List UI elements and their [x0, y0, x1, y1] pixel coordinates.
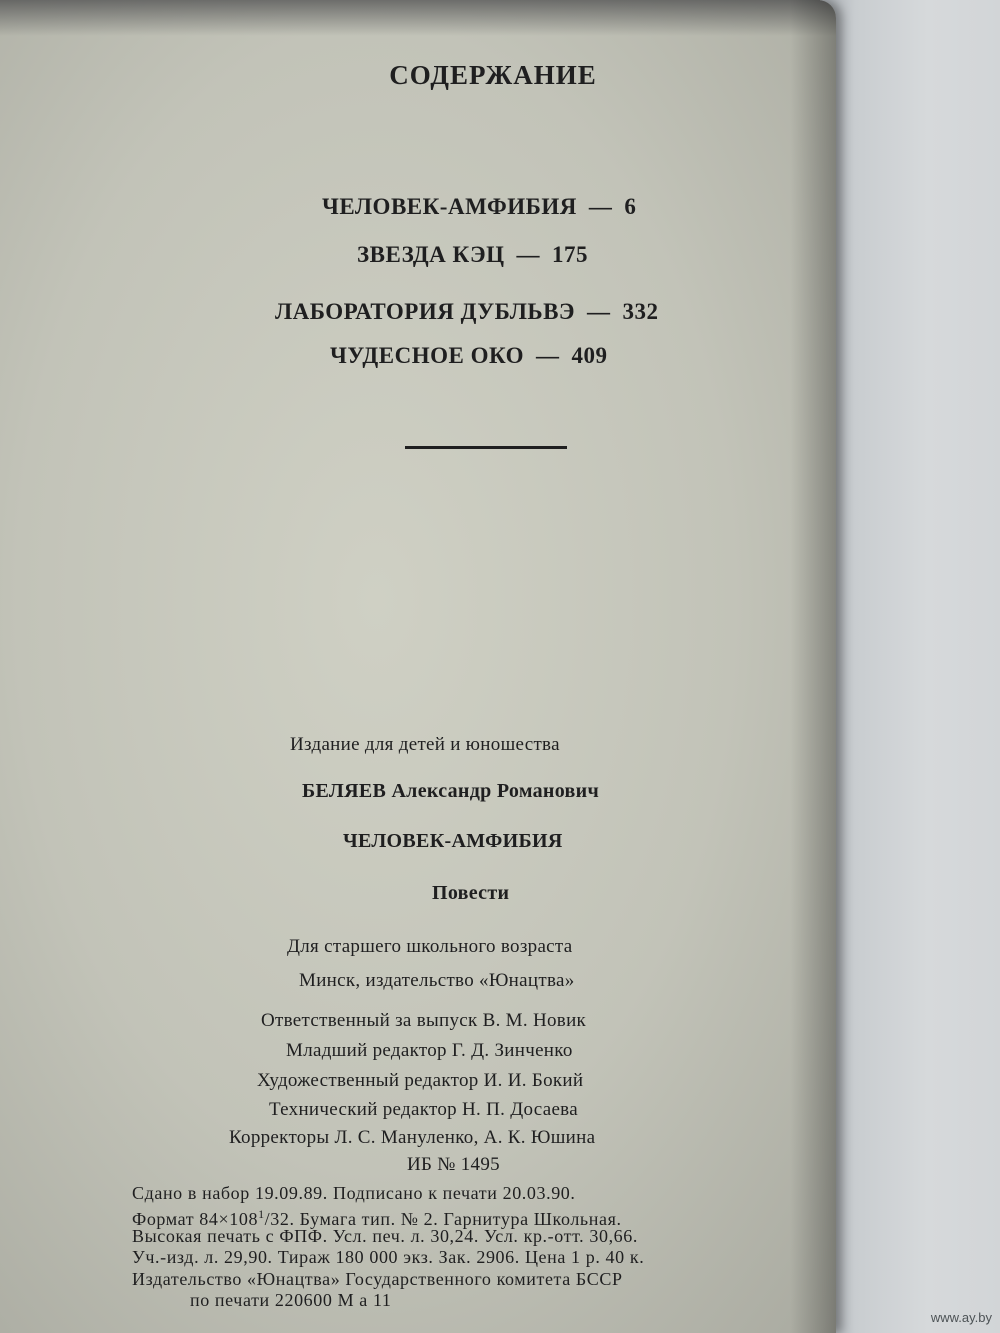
toc-entry: [322, 194, 636, 220]
correctors-line: Корректоры Л. С. Мануленко, А. К. Юшина: [229, 1127, 596, 1148]
imprint-line: Издательство «Юнацтва» Государственного комитета БССР: [132, 1269, 623, 1289]
imprint-format-fraction-den: /32: [264, 1209, 290, 1229]
age-note: Для старшего школьного возраста: [287, 936, 573, 957]
toc-dash: —: [535, 343, 560, 368]
responsible-line: Ответственный за выпуск В. М. Новик: [261, 1010, 587, 1031]
imprint-paper: . Бумага тип. № 2. Гарнитура Школьная.: [289, 1209, 622, 1229]
contents-heading: СОДЕРЖАНИЕ: [389, 60, 597, 90]
imprint-line: по печати 220600 М а 11: [190, 1290, 392, 1310]
background-surface: [820, 0, 1000, 1333]
author-line: [302, 780, 599, 803]
page-edge-shadow: [790, 0, 836, 1333]
ib-number: ИБ № 1495: [407, 1154, 500, 1175]
page-top-shadow: [0, 0, 836, 36]
toc-dash: —: [516, 242, 540, 267]
toc-entry-page: 409: [571, 343, 608, 368]
author-given-names: Александр Романович: [391, 780, 600, 802]
watermark: www.ay.by: [930, 1310, 992, 1325]
divider-rule: [405, 446, 567, 449]
toc-entry-page: 175: [551, 242, 588, 267]
toc-dash: —: [588, 194, 613, 219]
publisher-line: Минск, издательство «Юнацтва»: [299, 970, 575, 991]
art-editor-line: Художественный редактор И. И. Бокий: [257, 1070, 584, 1091]
junior-editor-line: Младший редактор Г. Д. Зинченко: [286, 1040, 573, 1061]
author-surname: БЕЛЯЕВ: [302, 780, 387, 802]
toc-entry: [357, 242, 588, 268]
imprint-line: Сдано в набор 19.09.89. Подписано к печати 20.03.90.: [132, 1183, 576, 1203]
imprint-format-fraction-num: 1: [258, 1207, 265, 1221]
toc-entry-title: ЧУДЕСНОЕ ОКО: [330, 343, 524, 368]
toc-dash: —: [587, 299, 611, 324]
toc-entry-page: 332: [622, 299, 659, 324]
imprint-format: Формат 84×108: [132, 1209, 259, 1229]
toc-entry-title: ЗВЕЗДА КЭЦ: [357, 242, 505, 267]
toc-entry-title: ЛАБОРАТОРИЯ ДУБЛЬВЭ: [275, 299, 576, 324]
imprint-line: Уч.-изд. л. 29,90. Тираж 180 000 экз. Зак. 2906. Цена 1 р. 40 к.: [132, 1247, 645, 1267]
toc-entry: [330, 343, 607, 369]
tech-editor-line: Технический редактор Н. П. Досаева: [269, 1099, 578, 1120]
edition-note: Издание для детей и юношества: [290, 734, 560, 755]
genre-label: Повести: [432, 882, 510, 904]
toc-entry-title: ЧЕЛОВЕК-АМФИБИЯ: [322, 194, 577, 219]
toc-entry-page: 6: [624, 194, 637, 219]
imprint-line: Высокая печать с ФПФ. Усл. печ. л. 30,24. Усл. кр.-отт. 30,66.: [132, 1226, 638, 1246]
toc-entry: [275, 299, 659, 325]
book-title: ЧЕЛОВЕК-АМФИБИЯ: [343, 830, 563, 852]
